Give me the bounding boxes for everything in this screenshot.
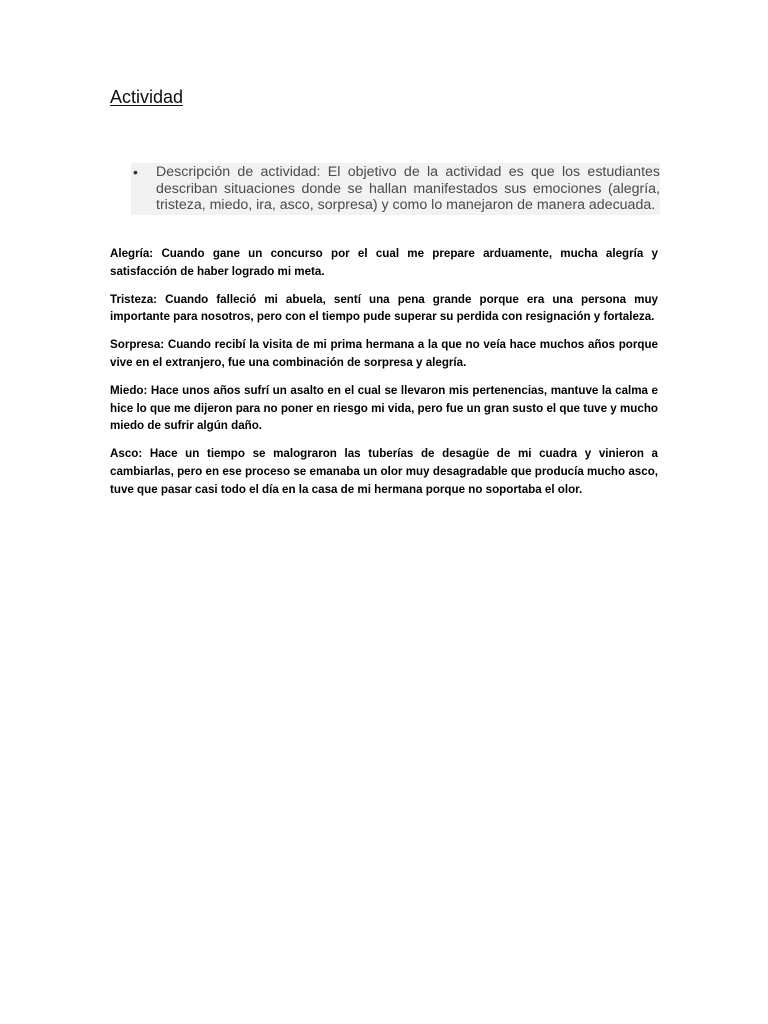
- emotion-entries: [110, 245, 658, 509]
- entry-label: Sorpresa:: [110, 338, 165, 352]
- entry-text: Hace unos años sufrí un asalto en el cual se llevaron mis pertenencias, mantuve la calma e hice lo que me dijeron para no poner en riesgo mi vida, pero fue un gran susto el que tuve y mucho miedo de sufrir algún daño.: [110, 383, 658, 433]
- entry-alegria: [110, 245, 658, 281]
- entry-label: Tristeza:: [110, 292, 158, 306]
- entry-label: Miedo:: [110, 383, 148, 397]
- entry-text: Cuando falleció mi abuela, sentí una pena grande porque era una persona muy importante para nosotros, pero con el tiempo pude superar su perdida con resignación y fortaleza.: [110, 292, 658, 324]
- entry-text: Hace un tiempo se malograron las tuberías de desagüe de mi cuadra y vinieron a cambiarlas, pero en ese proceso se emanaba un olor muy desagradable que producía mucho asco, tuve que pasar casi todo el día en la casa de mi hermana porque no soportaba el olor.: [110, 447, 658, 496]
- entry-label: Alegría:: [110, 247, 154, 260]
- entry-tristeza: [110, 291, 658, 327]
- entry-text: Cuando recibí la visita de mi prima hermana a la que no veía hace muchos años porque vive en el extranjero, fue una combinación de sorpresa y alegría.: [110, 338, 658, 369]
- entry-label: Asco:: [110, 447, 143, 461]
- entry-asco: [110, 445, 658, 498]
- bullet-icon: •: [133, 164, 138, 180]
- activity-description: [131, 163, 660, 215]
- page-title: Actividad: [110, 87, 184, 107]
- activity-description-text: Descripción de actividad: El objetivo de la actividad es que los estudiantes describan situaciones donde se hallan manifestados sus emociones (alegría, tristeza, miedo, ira, asco, sorpresa) y como lo manejaron de manera adecuada.: [156, 164, 660, 213]
- entry-text: Cuando gane un concurso por el cual me prepare arduamente, mucha alegría y satisfacción de haber logrado mi meta.: [110, 247, 658, 278]
- entry-miedo: [110, 382, 658, 435]
- entry-sorpresa: [110, 336, 658, 372]
